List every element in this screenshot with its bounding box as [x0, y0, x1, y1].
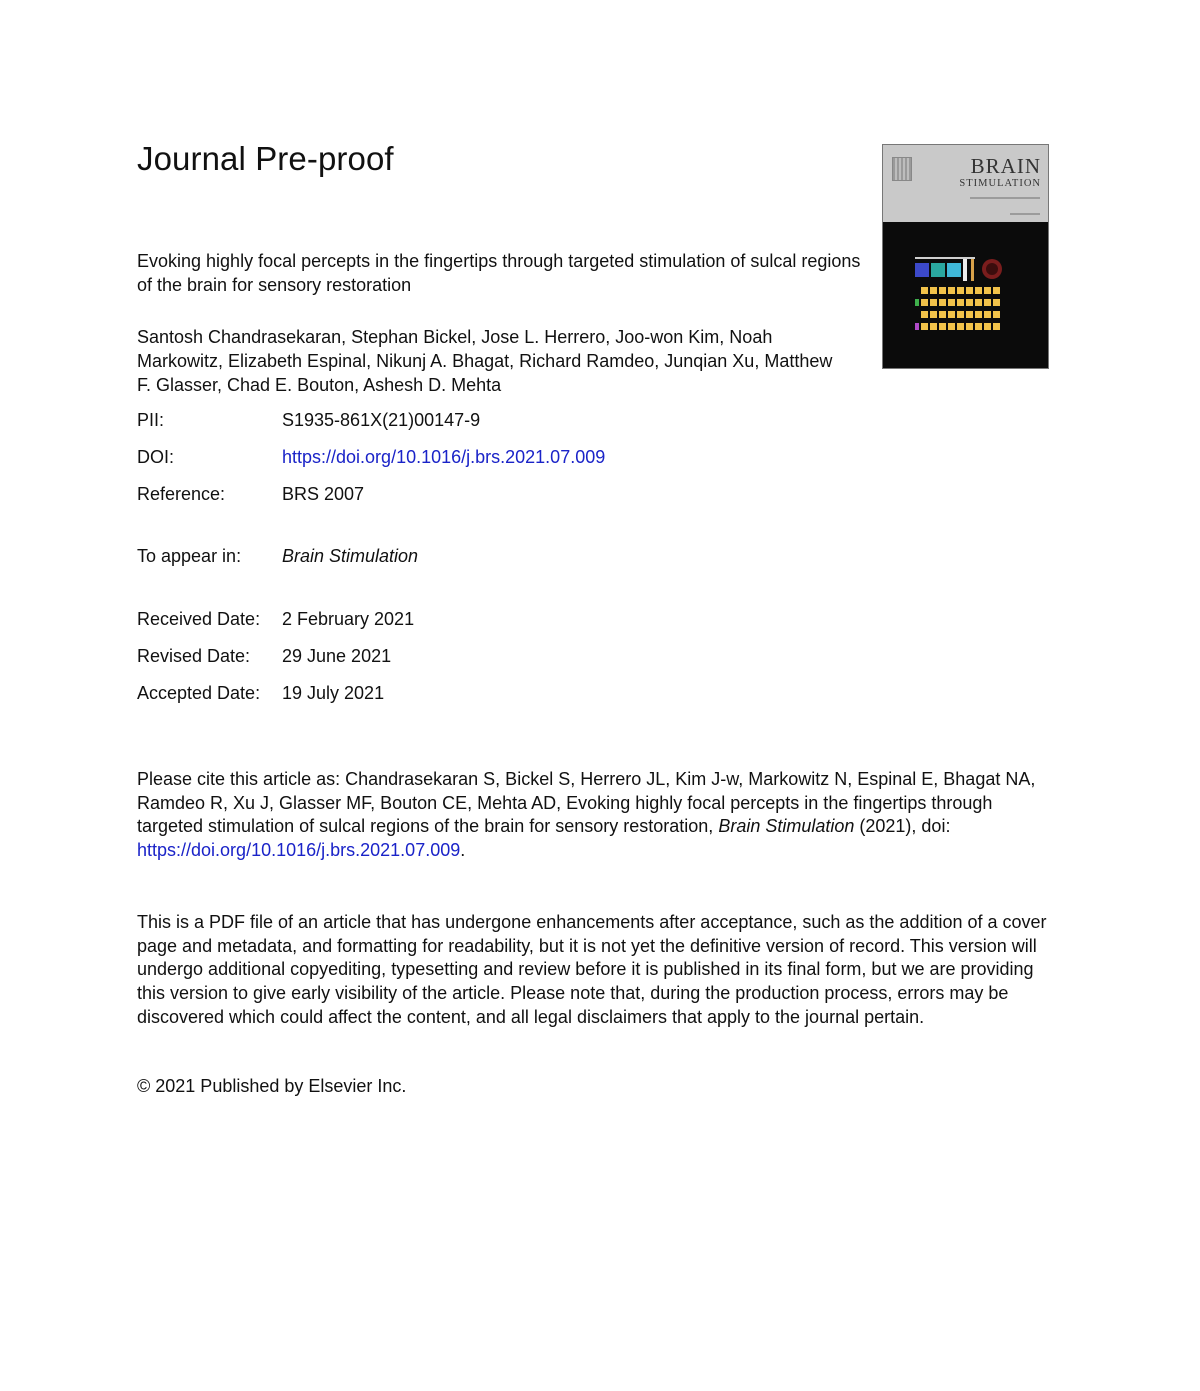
- reference-label: Reference:: [137, 484, 226, 504]
- doi-label: DOI:: [137, 447, 175, 467]
- meta-revised-row: [137, 646, 391, 667]
- cover-subtitle: STIMULATION: [959, 178, 1041, 189]
- pii-value: S1935-861X(21)00147-9: [282, 410, 481, 430]
- accepted-value: 19 July 2021: [282, 683, 385, 703]
- meta-appear-row: [137, 546, 418, 567]
- article-authors: Santosh Chandrasekaran, Stephan Bickel, Jose L. Herrero, Joo-won Kim, Noah Markowitz, Elizabeth Espinal, Nikunj A. Bhagat, Richard Ramdeo, Junqian Xu, Matthew F. Glasser, Chad E. Bouton, Ashesh D. Mehta: [137, 327, 833, 395]
- cover-header-band: [883, 145, 1048, 222]
- accepted-label: Accepted Date:: [137, 683, 261, 703]
- cover-title: BRAIN: [970, 154, 1041, 178]
- page-title: Journal Pre-proof: [137, 140, 394, 177]
- meta-doi-row: [137, 447, 605, 468]
- cover-divider: [970, 197, 1040, 199]
- meta-reference-row: [137, 484, 364, 505]
- article-title: Evoking highly focal percepts in the fingertips through targeted stimulation of sulcal regions of the brain for sensory restoration: [137, 251, 861, 295]
- journal-name: Brain Stimulation: [282, 546, 419, 566]
- copyright-notice: © 2021 Published by Elsevier Inc.: [137, 1076, 407, 1096]
- citation-journal: Brain Stimulation: [718, 816, 855, 837]
- revised-label: Revised Date:: [137, 646, 251, 666]
- meta-accepted-row: [137, 683, 384, 704]
- received-label: Received Date:: [137, 609, 261, 629]
- pii-label: PII:: [137, 410, 165, 430]
- appear-label: To appear in:: [137, 546, 242, 566]
- citation-year-doi: (2021), doi:: [854, 816, 951, 837]
- citation-paragraph: [137, 768, 1037, 863]
- cover-divider: [1010, 213, 1040, 215]
- journal-cover-image: [882, 144, 1049, 369]
- cover-brain-figure-icon: [913, 257, 1023, 339]
- meta-pii-row: [137, 410, 480, 431]
- elsevier-logo-icon: [892, 157, 912, 181]
- preproof-notice: This is a PDF file of an article that has undergone enhancements after acceptance, such as the addition of a cover page and metadata, and formatting for readability, but it is not yet the definitive version of record. This version will undergo additional copyediting, typesetting and review before it is published in its final form, but we are providing this version to give early visibility of the article. Please note that, during the production process, errors may be discovered which could affect the content, and all legal disclaimers that apply to the journal pertain.: [137, 912, 1047, 1027]
- meta-received-row: [137, 609, 414, 630]
- doi-link[interactable]: https://doi.org/10.1016/j.brs.2021.07.009: [282, 447, 606, 467]
- citation-end: .: [460, 840, 466, 861]
- reference-value: BRS 2007: [282, 484, 365, 504]
- citation-text: Please cite this article as: Chandrasekaran S, Bickel S, Herrero JL, Kim J-w, Markowitz N, Espinal E, Bhagat NA, Ramdeo R, Xu J, Glasser MF, Bouton CE, Mehta AD, Evoking highly focal percepts in the fingertips through targeted stimulation of sulcal regions of the brain for sensory restoration,: [137, 769, 1036, 837]
- received-value: 2 February 2021: [282, 609, 415, 629]
- citation-doi-link[interactable]: https://doi.org/10.1016/j.brs.2021.07.009: [137, 840, 461, 861]
- revised-value: 29 June 2021: [282, 646, 392, 666]
